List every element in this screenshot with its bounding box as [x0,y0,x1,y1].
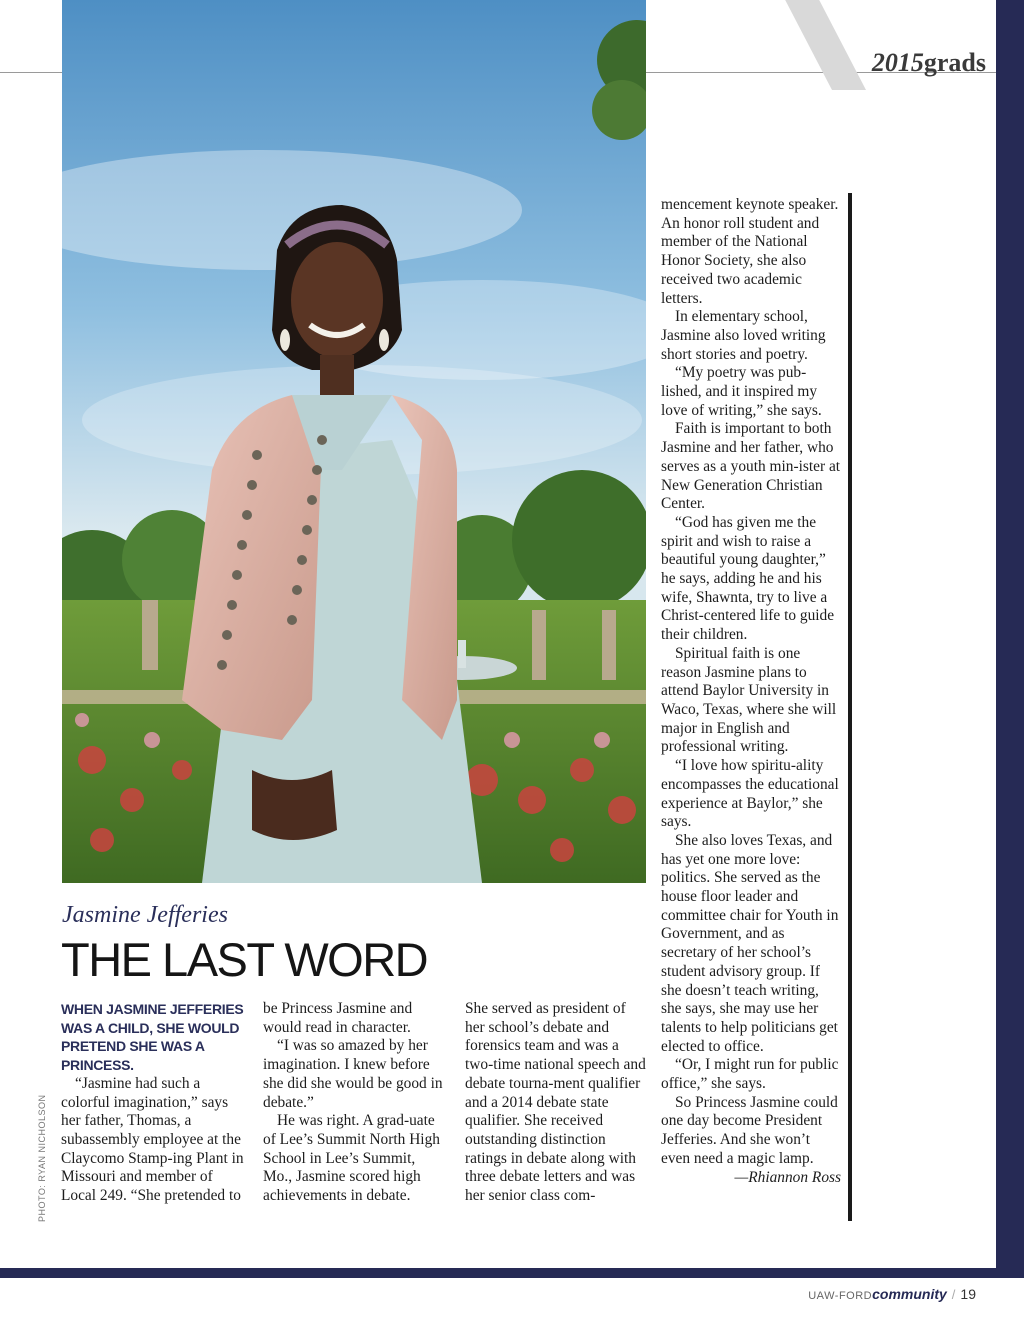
photo-credit: PHOTO: RYAN NICHOLSON [37,1094,47,1222]
section-word: grads [923,48,986,77]
portrait-photo [62,0,646,883]
footer-separator: / [951,1287,956,1302]
paragraph: She also loves Texas, and has yet one more love: politics. She served as the house floor leader and committee chair for Youth in Government, and as secretary of her school’s student advisory group. If she doesn’t teach writing, she says, she may use her talents to help politicians get elected to office. [661,831,839,1055]
paragraph: So Princess Jasmine could one day become President Jefferies. And she won’t even need a magic lamp. [661,1093,838,1167]
paragraph: “I love how spiritu-ality encompasses the educational experience at Baylor,” she says. [661,757,839,831]
paragraph: “I was so amazed by her imagination. I knew before she did she would be good in debate.” [263,1037,443,1111]
footer-bar [0,1268,1024,1278]
page-footer [808,1286,976,1302]
article-headline: THE LAST WORD [61,933,428,986]
paragraph: He was right. A grad-uate of Lee’s Summit North High School in Lee’s Summit, Mo., Jasmine scored high achievements in debate. [263,1112,440,1205]
article-column-4 [661,196,841,1187]
paragraph: Spiritual faith is one reason Jasmine plans to attend Baylor University in Waco, Texas, where she will major in English and professional writing. [661,644,837,756]
header-rule-left [0,72,62,73]
paragraph: “My poetry was pub-lished, and it inspired my love of writing,” she says. [661,364,822,419]
article-column-2 [263,1000,443,1206]
paragraph: Faith is important to both Jasmine and her father, who serves as a youth min-ister at New Generation Christian Center. [661,420,841,513]
article-column-1 [61,1000,246,1206]
paragraph: mencement keynote speaker. An honor roll student and member of the National Honor Society, she also received two academic letters. [661,196,839,307]
publication-name: community [872,1286,947,1302]
paragraph: be Princess Jasmine and would read in character. [263,1000,413,1036]
paragraph: “Or, I might run for public office,” she says. [661,1056,839,1093]
paragraph: In elementary school, Jasmine also loved writing short stories and poetry. [661,308,826,363]
column-divider-rule [848,193,852,1221]
article-subject: Jasmine Jefferies [62,902,228,928]
publication-prefix: UAW-FORD [808,1290,873,1302]
article-lead: WHEN JASMINE JEFFERIES WAS A CHILD, SHE WOULD PRETEND SHE WAS A PRINCESS. [61,1001,244,1074]
paragraph: “God has given me the spirit and wish to raise a beautiful young daughter,” he says, adding he and his wife, Shawnta, try to live a Christ-centered life to guide their children. [661,513,835,644]
section-year: 2015 [871,48,924,77]
section-label [872,48,986,78]
paragraph: “Jasmine had such a colorful imagination,” says her father, Thomas, a subassembly employee at the Claycomo Stamp-ing Plant in Missouri and member of Local 249. “She pretended to [61,1074,244,1205]
article-column-3 [465,1000,647,1206]
paragraph: She served as president of her school’s debate and forensics team and was a two-time national speech and debate tourna-ment qualifier and a 2014 debate state qualifier. She received outstanding distinction ratings in debate along with three debate letters and was her senior class com- [465,1000,646,1205]
author-signature: —Rhiannon Ross [734,1168,841,1186]
right-edge-bar [996,0,1024,1278]
page-number: 19 [960,1286,976,1302]
